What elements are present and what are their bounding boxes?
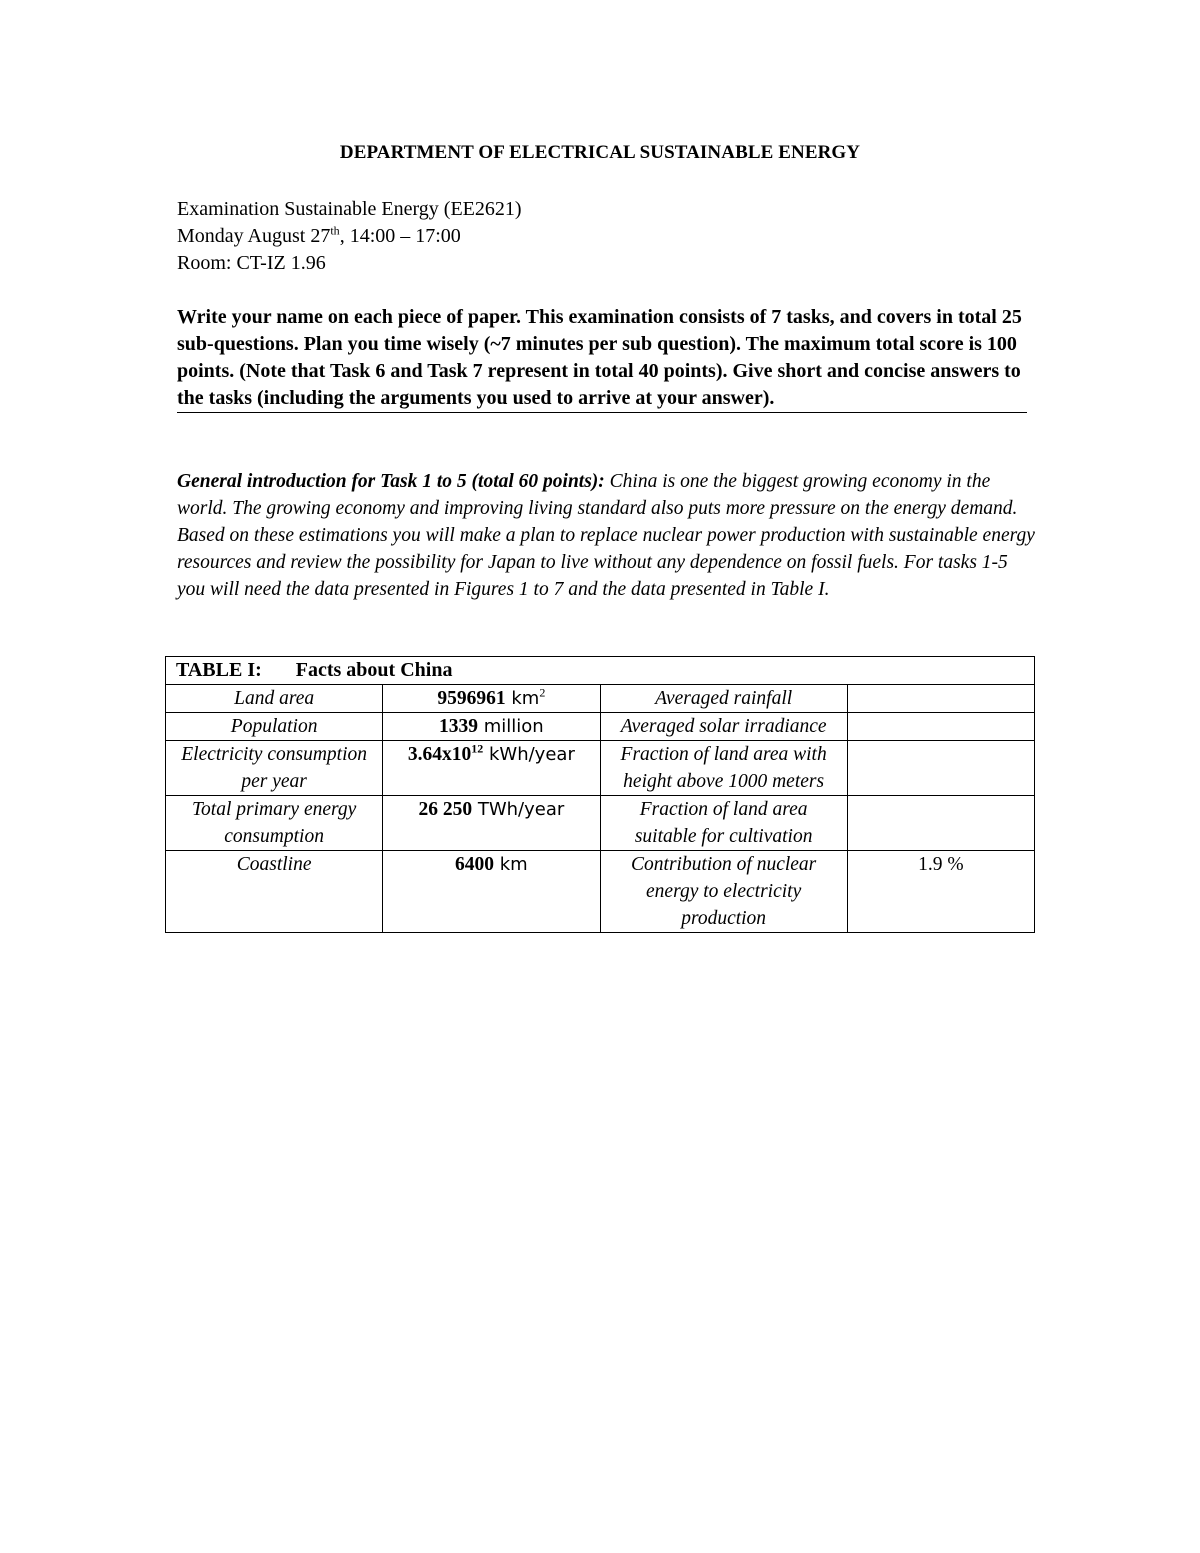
row-label-secondary: Averaged rainfall [600, 685, 847, 713]
value-number: 1339 [439, 716, 479, 737]
row-label-secondary: Fraction of land area with height above 1000 meters [600, 741, 847, 796]
exam-date-ordinal: th [330, 223, 340, 238]
value-number: 6400 [455, 854, 495, 875]
table-row [166, 685, 1035, 713]
row-label-secondary: Fraction of land area suitable for cultivation [600, 796, 847, 851]
row-value-secondary [847, 741, 1034, 796]
table-caption-label: TABLE I: [176, 659, 262, 681]
value-superscript: 2 [539, 685, 546, 700]
table-row [166, 851, 1035, 933]
row-value [383, 685, 600, 713]
row-label: Coastline [166, 851, 383, 933]
general-introduction [177, 468, 1037, 603]
value-unit: km [494, 854, 528, 875]
table-row [166, 741, 1035, 796]
table-caption-row [166, 657, 1035, 685]
exam-date [177, 223, 522, 250]
table-row [166, 796, 1035, 851]
exam-info [177, 196, 522, 277]
intro-heading: General introduction for Task 1 to 5 (total 60 points): [177, 471, 605, 492]
value-unit: km [505, 688, 540, 709]
intro-body: China is one the biggest growing economy in the world. The growing economy and improving living standard also puts more pressure on the energy demand. Based on these estimations you will make a plan to replace nuclear power production with sustainable energy resources and review the possibility for Japan to live without any dependence on fossil fuels. For tasks 1-5 you will need the data presented in Figures 1 to 7 and the data presented in Table I. [177, 471, 1035, 600]
exam-room: Room: CT-IZ 1.96 [177, 252, 326, 274]
row-value [383, 741, 600, 796]
row-label-secondary: Contribution of nuclear energy to electricity production [600, 851, 847, 933]
row-label: Electricity consumption per year [166, 741, 383, 796]
value-unit: kWh/year [483, 744, 575, 765]
value-superscript: 12 [471, 741, 484, 756]
row-label: Total primary energy consumption [166, 796, 383, 851]
exam-date-text: Monday August 27 [177, 225, 331, 247]
row-label: Land area [166, 685, 383, 713]
department-heading: DEPARTMENT OF ELECTRICAL SUSTAINABLE ENERGY [339, 142, 861, 163]
value-unit: million [478, 716, 544, 737]
value-number: 3.64x10 [407, 744, 472, 765]
table-caption [166, 657, 1035, 685]
exam-instructions: Write your name on each piece of paper. This examination consists of 7 tasks, and covers in total 25 sub-questions. Plan you time wisely (~7 minutes per sub question). The maximum total score is 100 points. (Note that Task 6 and Task 7 represent in total 40 points). Give short and concise answers to the tasks (including the arguments you used to arrive at your answer). [177, 304, 1027, 413]
row-value-secondary [847, 796, 1034, 851]
exam-time-text: , 14:00 – 17:00 [339, 225, 461, 247]
row-label-secondary: Averaged solar irradiance [600, 713, 847, 741]
exam-title: Examination Sustainable Energy (EE2621) [177, 198, 522, 220]
table-caption-title: Facts about China [295, 659, 453, 681]
value-unit: TWh/year [472, 799, 565, 820]
row-value-secondary [847, 713, 1034, 741]
value-number: 9596961 [437, 688, 506, 709]
row-value [383, 713, 600, 741]
value-number: 26 250 [418, 799, 473, 820]
table-row [166, 713, 1035, 741]
row-value [383, 796, 600, 851]
row-value-secondary [847, 685, 1034, 713]
row-value [383, 851, 600, 933]
row-label: Population [166, 713, 383, 741]
row-value-secondary: 1.9 % [847, 851, 1034, 933]
facts-table [165, 656, 1035, 933]
